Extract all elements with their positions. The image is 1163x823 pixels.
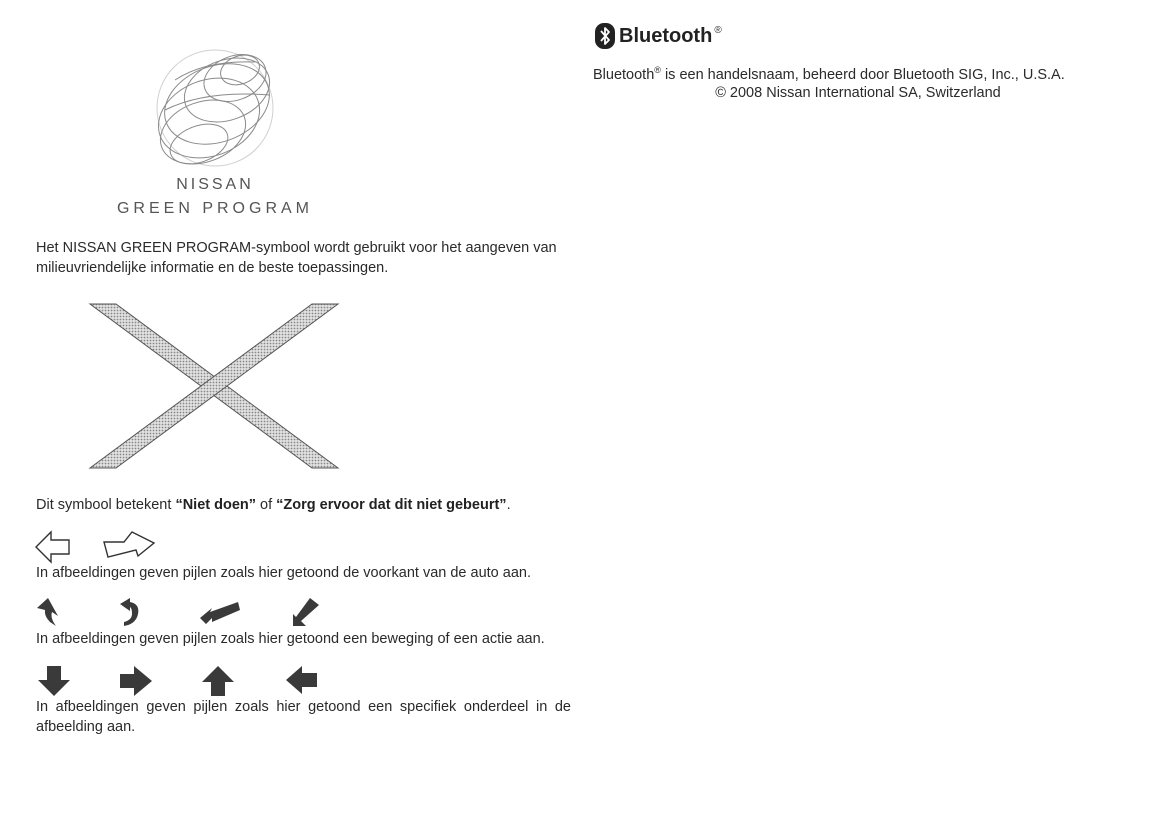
bluetooth-trademark-reg: ® [654,65,661,75]
outline-arrow-left-icon [34,530,72,564]
green-program-description: Het NISSAN GREEN PROGRAM-symbool wordt gebruikt voor het aangeven van milieuvriendelijke informatie en de beste toepassingen. [36,240,557,276]
nissan-green-program-logo [110,40,320,225]
bluetooth-icon [595,23,615,49]
do-not-description [36,495,576,515]
logo-text-nissan: NISSAN [176,176,254,193]
part-arrows-row [34,662,334,702]
motion-arrows-row [34,594,334,634]
do-not-middle: of [256,497,277,513]
solid-arrow-left-icon [284,664,320,696]
bluetooth-trademark-prefix: Bluetooth [593,66,655,83]
solid-arrow-right-icon [118,664,154,698]
bluetooth-trademark-rest: is een handelsnaam, beheerd door Bluetooth SIG, Inc., U.S.A. [660,66,1065,83]
outline-arrow-perspective-icon [102,530,156,560]
curved-arrow-left-icon [34,596,64,628]
logo-text-green-program: GREEN PROGRAM [116,200,313,217]
globe-icon [145,40,285,170]
curved-arrow-uturn-icon [116,596,144,628]
diagonal-arrow-down-icon [290,596,322,628]
do-not-bold-1: “Niet doen” [175,497,256,513]
bluetooth-reg-mark: ® [714,24,722,36]
diagonal-arrow-icon [198,598,242,626]
solid-arrow-down-icon [36,664,72,698]
bluetooth-brand: Bluetooth [619,24,713,47]
front-arrows-description: In afbeeldingen geven pijlen zoals hier getoond de voorkant van de auto aan. [36,565,531,581]
solid-arrow-up-icon [200,664,236,698]
part-arrows-description: In afbeeldingen geven pijlen zoals hier getoond een specifiek onderdeel in de afbeelding aan. [36,699,571,735]
motion-arrows-description: In afbeeldingen geven pijlen zoals hier getoond een beweging of een actie aan. [36,631,545,647]
do-not-prefix: Dit symbool betekent [36,497,176,513]
copyright-notice: © 2008 Nissan International SA, Switzerland [715,85,1001,101]
bluetooth-logo [595,22,722,50]
front-arrows-row [34,528,174,568]
do-not-bold-2: “Zorg ervoor dat dit niet gebeurt” [276,497,507,513]
do-not-cross-icon [86,300,342,472]
do-not-suffix: . [506,497,511,513]
